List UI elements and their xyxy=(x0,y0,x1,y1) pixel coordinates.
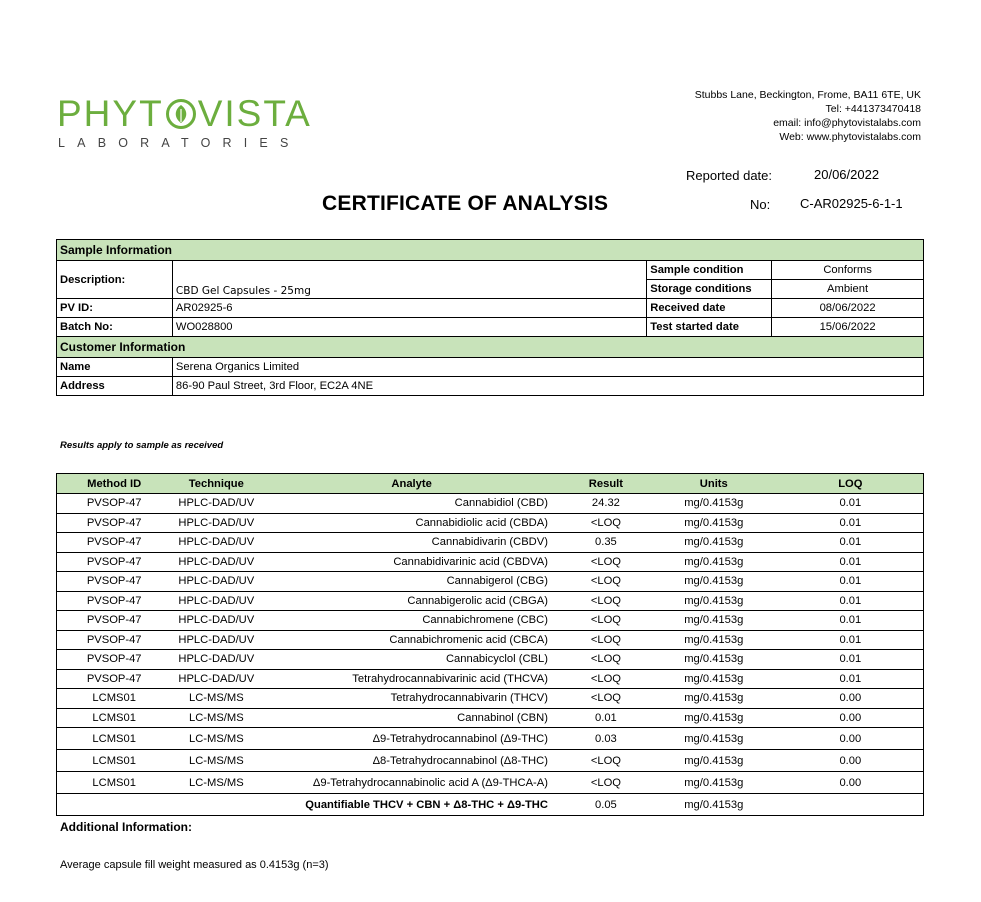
table-row xyxy=(57,494,924,514)
method-id-cell: PVSOP-47 xyxy=(57,591,172,611)
loq-cell: 0.01 xyxy=(778,611,924,631)
technique-cell: HPLC-DAD/UV xyxy=(171,630,261,650)
summary-label: Quantifiable THCV + CBN + Δ8-THC + Δ9-THC xyxy=(261,794,562,816)
description-value: CBD Gel Capsules - 25mg xyxy=(172,261,646,299)
result-cell: 0.35 xyxy=(562,533,650,553)
summary-units: mg/0.4153g xyxy=(650,794,778,816)
customer-name-value: Serena Organics Limited xyxy=(172,358,923,377)
table-row xyxy=(57,728,924,750)
technique-cell: HPLC-DAD/UV xyxy=(171,591,261,611)
pv-id-value: AR02925-6 xyxy=(172,299,646,318)
units-cell: mg/0.4153g xyxy=(650,611,778,631)
technique-cell: HPLC-DAD/UV xyxy=(171,650,261,670)
method-id-cell: PVSOP-47 xyxy=(57,494,172,514)
analyte-cell: Cannabichromene (CBC) xyxy=(261,611,562,631)
test-started-label: Test started date xyxy=(647,318,772,337)
reported-date-value: 20/06/2022 xyxy=(814,167,880,182)
technique-cell: LC-MS/MS xyxy=(171,750,261,772)
units-cell: mg/0.4153g xyxy=(650,572,778,592)
method-id-cell: LCMS01 xyxy=(57,772,172,794)
loq-cell: 0.00 xyxy=(778,708,924,728)
table-row xyxy=(57,708,924,728)
result-cell: <LOQ xyxy=(562,630,650,650)
loq-cell: 0.01 xyxy=(778,552,924,572)
description-label: Description: xyxy=(57,261,173,299)
additional-info-text: Average capsule fill weight measured as 0.4153g (n=3) xyxy=(60,859,329,871)
method-id-cell: PVSOP-47 xyxy=(57,669,172,689)
technique-cell: LC-MS/MS xyxy=(171,772,261,794)
summary-empty-cell xyxy=(778,794,924,816)
result-cell: <LOQ xyxy=(562,572,650,592)
additional-info-title: Additional Information: xyxy=(60,820,192,834)
technique-cell: HPLC-DAD/UV xyxy=(171,513,261,533)
units-cell: mg/0.4153g xyxy=(650,513,778,533)
sample-condition-label: Sample condition xyxy=(647,261,772,280)
header-method-id: Method ID xyxy=(57,474,172,494)
result-cell: <LOQ xyxy=(562,591,650,611)
result-cell: 0.03 xyxy=(562,728,650,750)
received-date-label: Received date xyxy=(647,299,772,318)
analyte-cell: Cannabigerolic acid (CBGA) xyxy=(261,591,562,611)
batch-no-value: WO028800 xyxy=(172,318,646,337)
table-row xyxy=(57,650,924,670)
units-cell: mg/0.4153g xyxy=(650,591,778,611)
method-id-cell: PVSOP-47 xyxy=(57,650,172,670)
method-id-cell: LCMS01 xyxy=(57,750,172,772)
units-cell: mg/0.4153g xyxy=(650,728,778,750)
technique-cell: HPLC-DAD/UV xyxy=(171,552,261,572)
analyte-cell: Cannabidivarin (CBDV) xyxy=(261,533,562,553)
units-cell: mg/0.4153g xyxy=(650,772,778,794)
logo-text-right: VISTA xyxy=(197,93,312,134)
table-row xyxy=(57,572,924,592)
technique-cell: HPLC-DAD/UV xyxy=(171,533,261,553)
units-cell: mg/0.4153g xyxy=(650,552,778,572)
units-cell: mg/0.4153g xyxy=(650,494,778,514)
result-cell: <LOQ xyxy=(562,772,650,794)
table-row xyxy=(57,552,924,572)
customer-address-label: Address xyxy=(57,377,173,396)
units-cell: mg/0.4153g xyxy=(650,708,778,728)
table-row xyxy=(57,689,924,709)
leaf-logo-icon xyxy=(165,98,197,130)
table-row xyxy=(57,591,924,611)
contact-tel: Tel: +441373470418 xyxy=(825,103,921,115)
method-id-cell: PVSOP-47 xyxy=(57,572,172,592)
table-row xyxy=(57,772,924,794)
loq-cell: 0.00 xyxy=(778,689,924,709)
results-table xyxy=(56,473,924,816)
method-id-cell: PVSOP-47 xyxy=(57,611,172,631)
table-row xyxy=(57,513,924,533)
analyte-cell: Cannabichromenic acid (CBCA) xyxy=(261,630,562,650)
contact-address: Stubbs Lane, Beckington, Frome, BA11 6TE, UK xyxy=(694,89,921,101)
analyte-cell: Cannabinol (CBN) xyxy=(261,708,562,728)
sample-section-header: Sample Information xyxy=(57,240,924,261)
sample-info-table xyxy=(56,239,924,396)
header-analyte: Analyte xyxy=(261,474,562,494)
certificate-no-label: No: xyxy=(750,197,771,212)
result-cell: 24.32 xyxy=(562,494,650,514)
technique-cell: LC-MS/MS xyxy=(171,708,261,728)
table-row xyxy=(57,611,924,631)
sample-condition-value: Conforms xyxy=(772,261,924,280)
result-cell: <LOQ xyxy=(562,552,650,572)
analyte-cell: Tetrahydrocannabivarinic acid (THCVA) xyxy=(261,669,562,689)
reported-date-label: Reported date: xyxy=(686,168,773,183)
loq-cell: 0.00 xyxy=(778,750,924,772)
summary-row xyxy=(57,794,924,816)
result-cell: <LOQ xyxy=(562,650,650,670)
technique-cell: LC-MS/MS xyxy=(171,728,261,750)
units-cell: mg/0.4153g xyxy=(650,630,778,650)
result-cell: <LOQ xyxy=(562,669,650,689)
contact-block xyxy=(621,88,921,144)
pv-id-label: PV ID: xyxy=(57,299,173,318)
analyte-cell: Cannabicyclol (CBL) xyxy=(261,650,562,670)
header-units: Units xyxy=(650,474,778,494)
customer-name-label: Name xyxy=(57,358,173,377)
contact-web: Web: www.phytovistalabs.com xyxy=(779,131,921,143)
loq-cell: 0.01 xyxy=(778,669,924,689)
technique-cell: HPLC-DAD/UV xyxy=(171,669,261,689)
loq-cell: 0.01 xyxy=(778,591,924,611)
page-title: CERTIFICATE OF ANALYSIS xyxy=(322,192,609,215)
analyte-cell: Δ9-Tetrahydrocannabinolic acid A (Δ9-THCA-A) xyxy=(261,772,562,794)
method-id-cell: LCMS01 xyxy=(57,728,172,750)
certificate-no-value: C-AR02925-6-1-1 xyxy=(800,196,903,211)
table-row xyxy=(57,750,924,772)
header-technique: Technique xyxy=(171,474,261,494)
customer-section-header: Customer Information xyxy=(57,337,924,358)
loq-cell: 0.00 xyxy=(778,728,924,750)
result-cell: <LOQ xyxy=(562,750,650,772)
units-cell: mg/0.4153g xyxy=(650,650,778,670)
contact-email: email: info@phytovistalabs.com xyxy=(773,117,921,129)
analyte-cell: Tetrahydrocannabivarin (THCV) xyxy=(261,689,562,709)
method-id-cell: LCMS01 xyxy=(57,689,172,709)
result-cell: <LOQ xyxy=(562,611,650,631)
analyte-cell: Δ9-Tetrahydrocannabinol (Δ9-THC) xyxy=(261,728,562,750)
units-cell: mg/0.4153g xyxy=(650,689,778,709)
result-cell: <LOQ xyxy=(562,689,650,709)
logo-text-left: PHYT xyxy=(57,93,164,134)
loq-cell: 0.00 xyxy=(778,772,924,794)
result-cell: <LOQ xyxy=(562,513,650,533)
customer-address-value: 86-90 Paul Street, 3rd Floor, EC2A 4NE xyxy=(172,377,923,396)
analyte-cell: Cannabidivarinic acid (CBDVA) xyxy=(261,552,562,572)
result-cell: 0.01 xyxy=(562,708,650,728)
loq-cell: 0.01 xyxy=(778,630,924,650)
loq-cell: 0.01 xyxy=(778,650,924,670)
table-row xyxy=(57,533,924,553)
table-row xyxy=(57,669,924,689)
units-cell: mg/0.4153g xyxy=(650,750,778,772)
batch-no-label: Batch No: xyxy=(57,318,173,337)
loq-cell: 0.01 xyxy=(778,513,924,533)
technique-cell: HPLC-DAD/UV xyxy=(171,572,261,592)
analyte-cell: Δ8-Tetrahydrocannabinol (Δ8-THC) xyxy=(261,750,562,772)
test-started-value: 15/06/2022 xyxy=(772,318,924,337)
technique-cell: HPLC-DAD/UV xyxy=(171,494,261,514)
analyte-cell: Cannabigerol (CBG) xyxy=(261,572,562,592)
summary-empty-cell xyxy=(171,794,261,816)
loq-cell: 0.01 xyxy=(778,572,924,592)
header-result: Result xyxy=(562,474,650,494)
technique-cell: LC-MS/MS xyxy=(171,689,261,709)
results-header-row xyxy=(57,474,924,494)
storage-conditions-value: Ambient xyxy=(772,280,924,299)
storage-conditions-label: Storage conditions xyxy=(647,280,772,299)
company-logo xyxy=(57,92,312,136)
received-date-value: 08/06/2022 xyxy=(772,299,924,318)
table-row xyxy=(57,630,924,650)
method-id-cell: PVSOP-47 xyxy=(57,552,172,572)
technique-cell: HPLC-DAD/UV xyxy=(171,611,261,631)
results-note: Results apply to sample as received xyxy=(60,440,224,451)
method-id-cell: LCMS01 xyxy=(57,708,172,728)
units-cell: mg/0.4153g xyxy=(650,533,778,553)
analyte-cell: Cannabidiol (CBD) xyxy=(261,494,562,514)
logo-subtitle: LABORATORIES xyxy=(58,136,301,150)
header-loq: LOQ xyxy=(778,474,924,494)
method-id-cell: PVSOP-47 xyxy=(57,513,172,533)
loq-cell: 0.01 xyxy=(778,494,924,514)
analyte-cell: Cannabidiolic acid (CBDA) xyxy=(261,513,562,533)
loq-cell: 0.01 xyxy=(778,533,924,553)
method-id-cell: PVSOP-47 xyxy=(57,533,172,553)
summary-empty-cell xyxy=(57,794,172,816)
method-id-cell: PVSOP-47 xyxy=(57,630,172,650)
summary-result: 0.05 xyxy=(562,794,650,816)
units-cell: mg/0.4153g xyxy=(650,669,778,689)
